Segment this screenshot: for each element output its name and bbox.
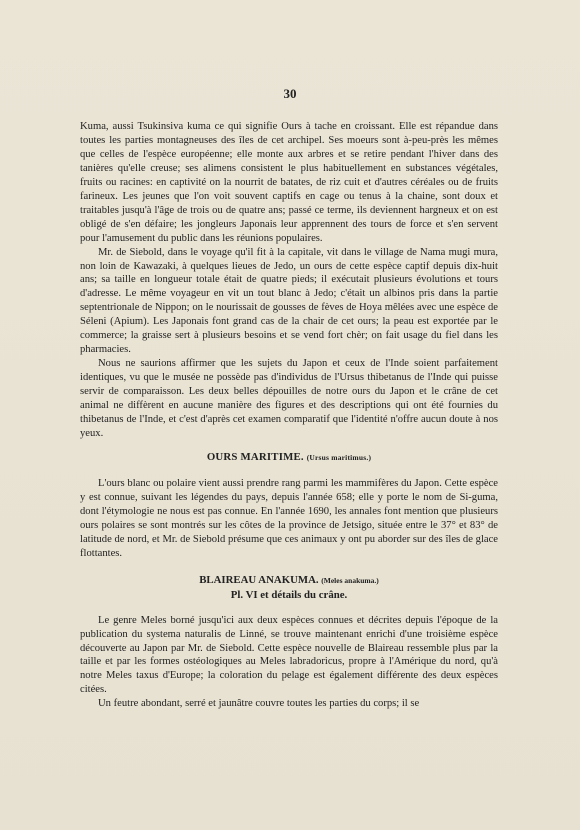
paragraph: Un feutre abondant, serré et jaunâtre couvre toutes les parties du corps; il se <box>98 698 420 710</box>
page-number: 30 <box>283 86 297 101</box>
heading-title: BLAIREAU ANAKUMA. <box>199 573 319 586</box>
paragraph: L'ours blanc ou polaire vient aussi prendre rang parmi les mammifères du Japon. Cette espèce y est connue, suivant les légendes du pays, depuis l'année 658; elle y porte le nom de Si-guma, dont l'étymologie ne nous est pas connue. En l'année 1690, les annales font mention que plusieurs ours polaires se sont montrés sur les côtes de la province de Jetsigo, située entre le 37° et 83° de latitude de nord, et Mr. de Siebold présume que ces animaux y ont pu aborder sur des îles de glace flottantes. <box>80 477 498 559</box>
body-text <box>80 120 498 711</box>
section-heading-ours-maritime <box>80 451 498 465</box>
section-heading-blaireau <box>80 573 498 602</box>
heading-title: OURS MARITIME. <box>206 450 304 463</box>
heading-latin-name: (Meles anakuma.) <box>321 575 379 585</box>
heading-subtitle: Pl. VI et détails du crâne. <box>230 588 348 601</box>
paragraph: Le genre Meles borné jusqu'ici aux deux espèces connues et décrites depuis l'époque de la publication du systema naturalis de Linné, se trouve maintenant enrichi d'une troisième espèce découverte au Japon par Mr. de Siebold. Cette espèce nouvelle de Blaireau ressemble plus par la taille et par les formes ostéologiques au Meles labradoricus, propre à l'Amérique du nord, qu'à notre Meles taxus d'Europe; la coloration du pelage est également différente des deux espèces citées. <box>80 614 498 696</box>
heading-latin-name: (Ursus maritimus.) <box>306 452 372 462</box>
paragraph: Nous ne saurions affirmer que les sujets du Japon et ceux de l'Inde soient parfaitement identiques, vu que le musée ne possède pas d'individus de l'Ursus thibetanus de l'Inde qui puisse servir de comparaisson. Les deux belles dépouilles de notre ours du Japon et le crâne de cet animal ne diffèrent en aucune manière des figures et des descriptions qui ont été fournies du thibetanus de l'Inde, et c'est d'après cet examen comparatif que l'identité n'offre aucun doute à nos yeux. <box>80 358 498 439</box>
paragraph: Mr. de Siebold, dans le voyage qu'il fit à la capitale, vit dans le village de Nama mugi mura, non loin de Kawazaki, à quelques lieues de Jedo, un ours de cette espèce captif depuis dix-huit ans; sa taille en longueur totale était de quatre pieds; il exécutait plusieurs évolutions et tours d'adresse. Le même voyageur en vit un tout blanc à Jedo; c'était un albinos pris dans la partie septentrionale de Nippon; on le nourissait de gousses de fèves de Hoya mêlées avec une espèce de Séleni (Apium). Les Japonais font grand cas de la chair de cet ours; la peau est exportée par le commerce; la graisse sert à plusieurs besoins et se vend fort chèr; on fait usage du fiel dans les pharmacies. <box>80 246 498 356</box>
paragraph: Kuma, aussi Tsukinsiva kuma ce qui signifie Ours à tache en croissant. Elle est répandue dans toutes les parties montagneuses des îles de cet archipel. Ses moeurs sont à-peu-près les mêmes que celles de l'espèce européenne; elle monte aux arbres et se retire pendant l'hiver dans des tanières qu'elle creuse; ses alimens consistent le plus habituellement en substances végétales, fruits ou racines: en captivité on la nourrit de batates, de riz cuit et d'autres céréales ou de fruits farineux. Les jeunes que l'on voit souvent captifs en cage ou tenus à la chaine, sont doux et traitables jusqu'à l'âge de trois ou de quatre ans; passé ce terme, ils deviennent hargneux et on est obligé de s'en défaire; les jongleurs Japonais leur apprennent des tours de force et s'en servent pour l'amusement du public dans les réunions populaires. <box>80 121 498 244</box>
